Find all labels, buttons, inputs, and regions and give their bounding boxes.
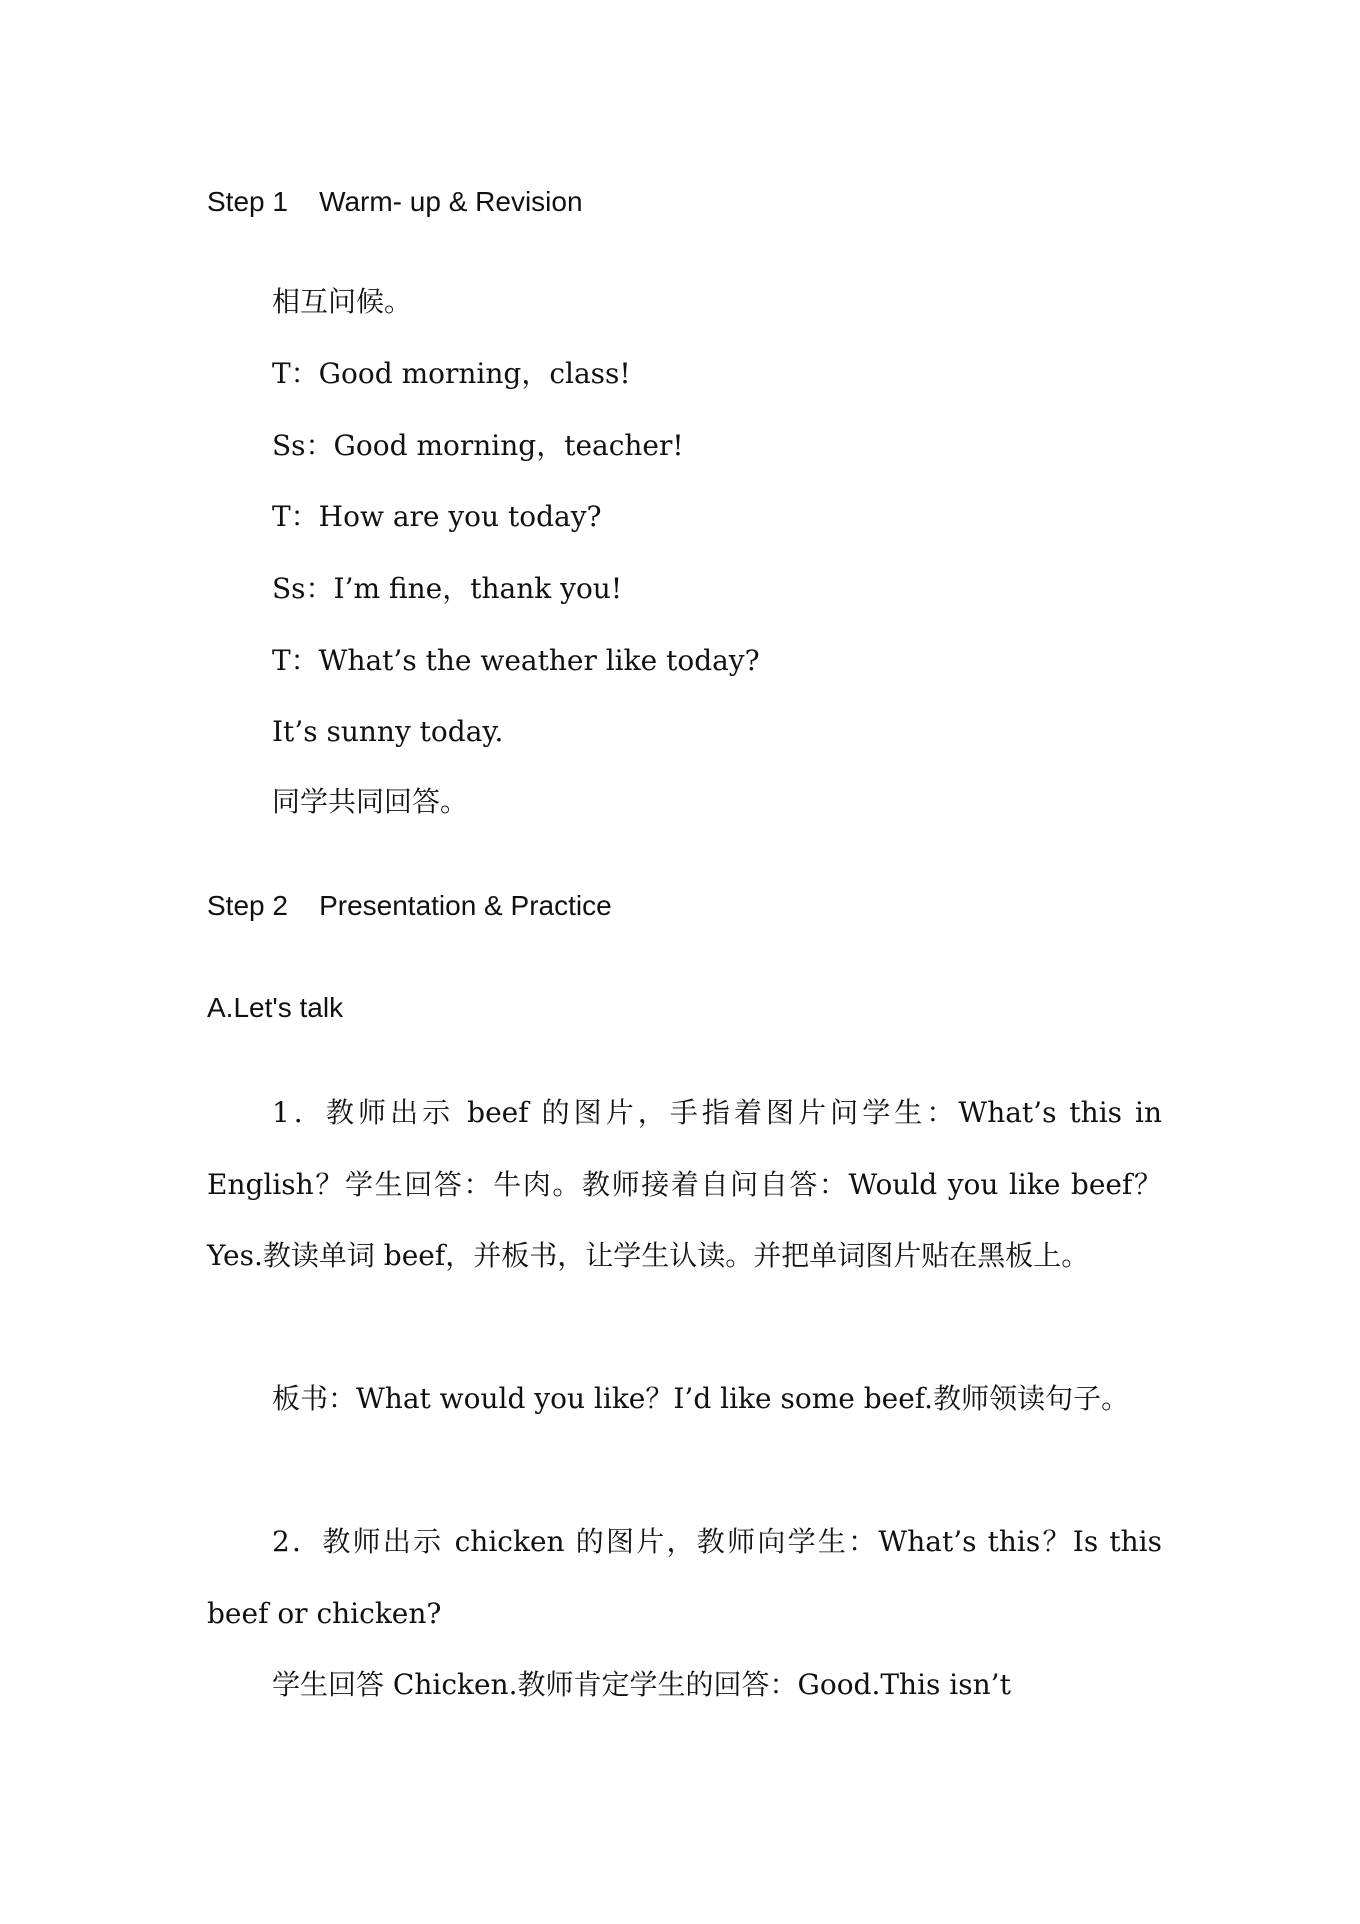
step1-line-weather-answer: It’s sunny today. [272, 715, 504, 748]
step2-paragraph-beef: 1．教师出示 beef 的图片，手指着图片问学生：What’s this in English？学生回答：牛肉。教师接着自问自答：Would you like beef？Yes.教读单词 beef，并板书，让学生认读。并把单词图片贴在黑板上。 [207, 1096, 1162, 1272]
step1-line-greeting: 相互问候。 [272, 285, 413, 318]
step1-line-weather-question: T：What’s the weather like today? [272, 644, 760, 677]
step2-paragraph-answer: 学生回答 Chicken.教师肯定学生的回答：Good.This isn’t [272, 1668, 1011, 1701]
step2-heading: Step 2 Presentation & Practice [207, 890, 612, 921]
step2-paragraph-board: 板书：What would you like？I’d like some beef.教师领读句子。 [272, 1382, 1130, 1415]
step1-line-chorus: 同学共同回答。 [272, 785, 469, 818]
step2-paragraph-chicken: 2．教师出示 chicken 的图片，教师向学生：What’s this？Is this beef or chicken? [207, 1525, 1162, 1630]
step1-line-teacher-question: T：How are you today? [272, 500, 602, 533]
step1-line-students-answer: Ss：I’m fine，thank you! [272, 572, 623, 605]
step1-line-teacher-greeting: T：Good morning，class! [272, 357, 631, 390]
step1-heading: Step 1 Warm- up & Revision [207, 186, 583, 217]
step1-line-students-greeting: Ss：Good morning，teacher! [272, 429, 684, 462]
step2-subheading: A.Let's talk [207, 992, 344, 1023]
